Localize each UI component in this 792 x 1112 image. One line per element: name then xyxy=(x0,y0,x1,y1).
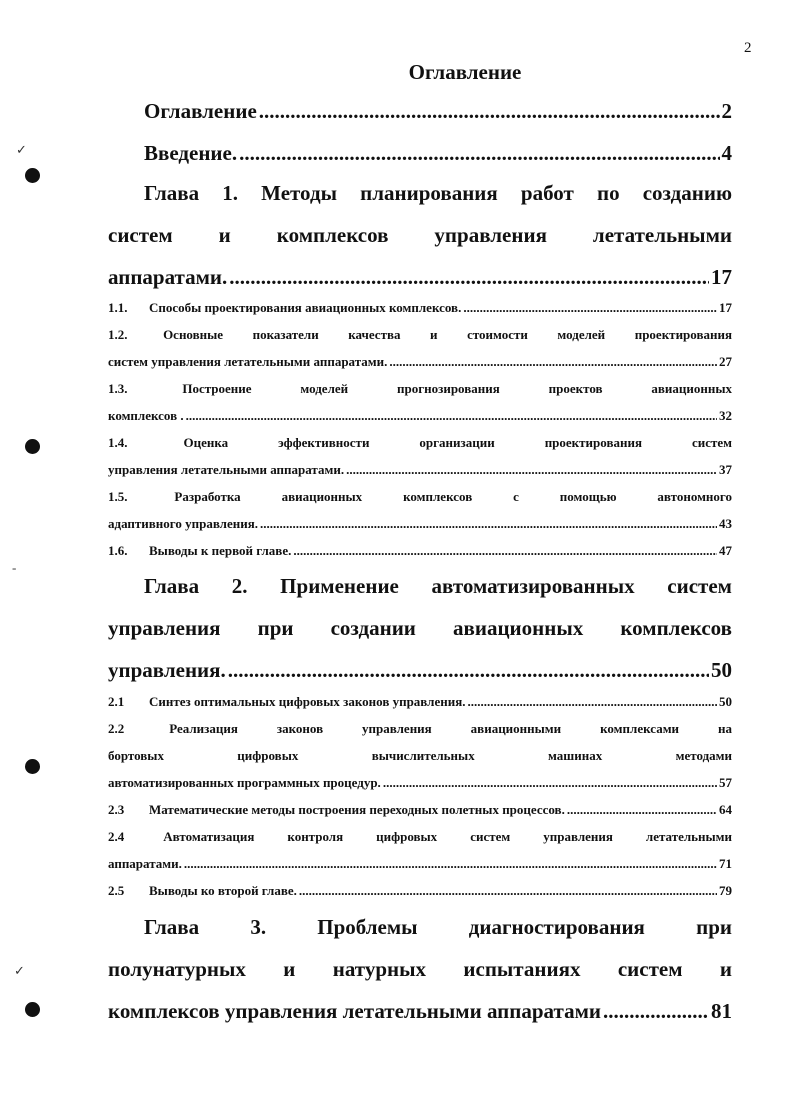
page-number: 2 xyxy=(744,40,752,56)
dot-leader xyxy=(567,796,717,823)
toc-section-1-6[interactable] xyxy=(108,537,732,564)
section-page: 17 xyxy=(719,300,732,315)
section-number: 1.4. xyxy=(108,435,128,450)
dot-leader xyxy=(299,877,717,904)
toc-section-2-3[interactable] xyxy=(108,796,732,823)
chapter-title-line: управления. xyxy=(108,658,226,682)
section-title-line: адаптивного управления. xyxy=(108,516,259,531)
toc-section-1-5[interactable] xyxy=(108,483,732,537)
section-page: 71 xyxy=(719,856,732,871)
section-title-line: Построение моделей прогнозирования проектов авиационных xyxy=(182,381,733,396)
section-page: 47 xyxy=(719,543,732,558)
punch-hole-mark xyxy=(25,168,40,183)
toc-entry-page: 50 xyxy=(711,658,732,682)
section-page: 79 xyxy=(719,883,732,898)
toc-entry-introduction[interactable] xyxy=(108,132,732,174)
section-number: 2.3 xyxy=(108,802,125,817)
toc-entry-page: 4 xyxy=(721,141,732,165)
chapter-title-line: Глава 2. Применение автоматизированных систем xyxy=(144,574,732,598)
toc-section-2-2[interactable] xyxy=(108,715,732,796)
toc-chapter-3[interactable] xyxy=(108,906,732,1032)
section-title: Выводы ко второй главе. xyxy=(149,883,297,898)
toc-entry-contents[interactable] xyxy=(108,90,732,132)
section-number: 2.1 xyxy=(108,694,125,709)
punch-hole-mark xyxy=(25,759,40,774)
dot-leader xyxy=(260,510,717,537)
scan-tick-mark: - xyxy=(12,560,17,575)
section-page: 27 xyxy=(719,354,732,369)
toc-section-1-3[interactable] xyxy=(108,375,732,429)
toc-section-2-4[interactable] xyxy=(108,823,732,877)
section-number: 1.5. xyxy=(108,489,128,504)
toc-entry-title: Оглавление xyxy=(144,99,257,123)
section-page: 37 xyxy=(719,462,732,477)
toc-title xyxy=(0,60,792,85)
section-title: Синтез оптимальных цифровых законов управления. xyxy=(149,694,466,709)
dot-leader xyxy=(229,256,709,298)
chapter-title-line: аппаратами. xyxy=(108,265,228,289)
dot-leader xyxy=(293,537,717,564)
section-title-line: Оценка эффективности организации проектирования систем xyxy=(183,435,732,450)
section-title-line: автоматизированных программных процедур. xyxy=(108,775,381,790)
punch-hole-mark xyxy=(25,1002,40,1017)
section-title-line: Реализация законов управления авиационными комплексами на xyxy=(169,721,732,736)
toc-title-text: Оглавление xyxy=(408,60,522,84)
toc-section-1-4[interactable] xyxy=(108,429,732,483)
section-title-line: управления летательными аппаратами. xyxy=(108,462,345,477)
section-number: 1.6. xyxy=(108,543,128,558)
chapter-title-line: систем и комплексов управления летательными xyxy=(108,223,732,247)
dot-leader xyxy=(184,850,717,877)
section-number: 2.2 xyxy=(108,721,125,736)
toc-section-1-2[interactable] xyxy=(108,321,732,375)
chapter-title-line: Глава 3. Проблемы диагностирования при xyxy=(144,915,732,939)
dot-leader xyxy=(346,456,717,483)
section-title-line: Разработка авиационных комплексов с помощью автономного xyxy=(174,489,733,504)
section-number: 1.2. xyxy=(108,327,128,342)
section-number: 1.1. xyxy=(108,300,128,315)
section-title-line: бортовых цифровых вычислительных машинах методами xyxy=(108,748,732,763)
section-page: 32 xyxy=(719,408,732,423)
toc-entry-title: Введение. xyxy=(144,141,238,165)
dot-leader xyxy=(467,688,717,715)
toc-chapter-2[interactable] xyxy=(108,565,732,691)
scan-tick-mark: ✓ xyxy=(16,142,27,157)
section-title: Выводы к первой главе. xyxy=(149,543,292,558)
toc-section-2-1[interactable] xyxy=(108,688,732,715)
dot-leader xyxy=(259,90,720,132)
toc-entry-page: 2 xyxy=(721,99,732,123)
section-page: 50 xyxy=(719,694,732,709)
chapter-title-line: управления при создании авиационных комплексов xyxy=(108,616,732,640)
chapter-title-line: полунатурных и натурных испытаниях систем и xyxy=(108,957,732,981)
section-title: Способы проектирования авиационных комплексов. xyxy=(149,300,462,315)
section-number: 2.4 xyxy=(108,829,125,844)
section-page: 64 xyxy=(719,802,732,817)
toc-chapter-1-sections xyxy=(108,294,732,564)
toc-chapter-1[interactable] xyxy=(108,172,732,298)
toc-chapter-2-sections xyxy=(108,688,732,904)
toc-section-1-1[interactable] xyxy=(108,294,732,321)
dot-leader xyxy=(228,649,709,691)
section-title-line: Основные показатели качества и стоимости моделей проектирования xyxy=(163,327,732,342)
section-title: Математические методы построения переходных полетных процессов. xyxy=(149,802,565,817)
toc-section-2-5[interactable] xyxy=(108,877,732,904)
section-title-line: аппаратами. xyxy=(108,856,182,871)
section-page: 43 xyxy=(719,516,732,531)
section-title-line: комплексов . xyxy=(108,408,184,423)
dot-leader xyxy=(603,990,709,1032)
section-title-line: Автоматизация контроля цифровых систем управления летательными xyxy=(163,829,732,844)
scan-tick-mark: ✓ xyxy=(14,963,25,978)
dot-leader xyxy=(239,132,719,174)
section-page: 57 xyxy=(719,775,732,790)
dot-leader xyxy=(186,402,717,429)
section-number: 1.3. xyxy=(108,381,128,396)
section-number: 2.5 xyxy=(108,883,125,898)
chapter-title-line: комплексов управления летательными аппаратами xyxy=(108,999,601,1023)
dot-leader xyxy=(383,769,717,796)
toc-entry-page: 81 xyxy=(711,999,732,1023)
chapter-title-line: Глава 1. Методы планирования работ по созданию xyxy=(144,181,732,205)
section-title-line: систем управления летательными аппаратами. xyxy=(108,354,388,369)
dot-leader xyxy=(389,348,717,375)
dot-leader xyxy=(463,294,717,321)
toc-entry-page: 17 xyxy=(711,265,732,289)
punch-hole-mark xyxy=(25,439,40,454)
